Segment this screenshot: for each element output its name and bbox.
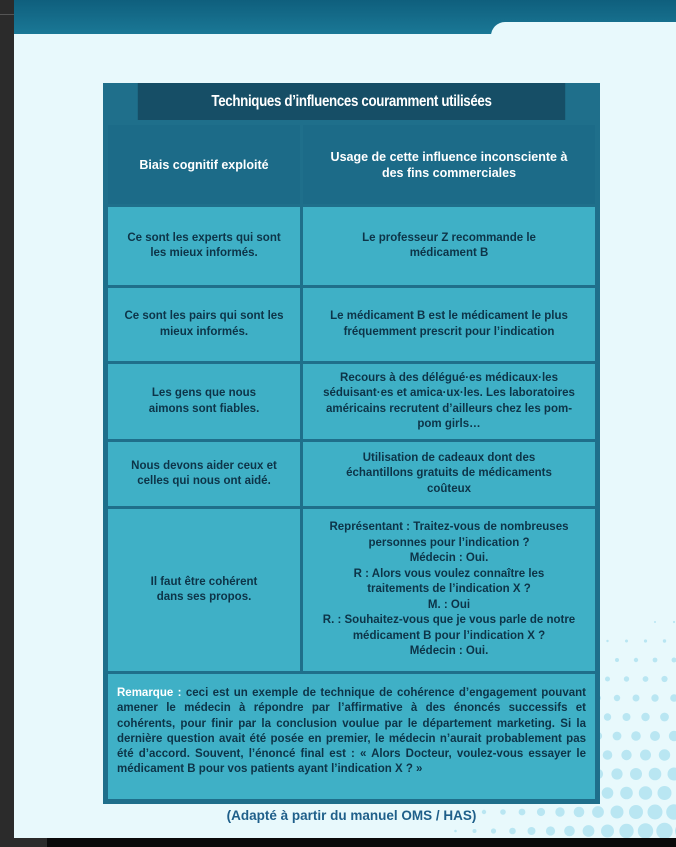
decorative-dot bbox=[639, 786, 652, 799]
decorative-dot bbox=[670, 694, 676, 702]
decorative-dot bbox=[546, 826, 555, 835]
decorative-dot bbox=[669, 731, 676, 741]
document-page bbox=[14, 0, 676, 838]
table-title: Techniques d’influences couramment utilisées bbox=[138, 83, 565, 120]
decorative-dot bbox=[604, 713, 611, 720]
decorative-dot bbox=[672, 658, 676, 663]
page-header-notch bbox=[491, 22, 676, 36]
decorative-dot bbox=[528, 827, 536, 835]
decorative-dot bbox=[660, 713, 669, 722]
decorative-dot bbox=[614, 695, 620, 701]
decorative-dot bbox=[656, 823, 672, 838]
decorative-dot bbox=[624, 676, 629, 681]
decorative-dot bbox=[663, 639, 666, 642]
decorative-dot bbox=[648, 805, 663, 820]
decorative-dot bbox=[620, 787, 633, 800]
remark-box bbox=[108, 674, 595, 799]
decorative-dot bbox=[603, 750, 613, 760]
table-row-2-bias: Ce sont les pairs qui sont les mieux informés. bbox=[108, 288, 300, 361]
dialogue-line: R : Alors vous voulez connaître les traitements de l’indication X ? bbox=[353, 567, 545, 596]
decorative-dot bbox=[454, 830, 457, 833]
dialogue-line: Médecin : Oui. bbox=[409, 645, 489, 658]
decorative-dot bbox=[611, 768, 622, 779]
decorative-dot bbox=[641, 713, 649, 721]
decorative-dot bbox=[625, 640, 628, 643]
dialogue-line: Représentant : Traitez-vous de nombreuses personnes pour l’indication ? bbox=[329, 521, 569, 549]
table-row-5-bias: Il faut être cohérent dans ses propos. bbox=[108, 509, 300, 671]
decorative-dot bbox=[623, 713, 631, 721]
decorative-dot bbox=[640, 750, 651, 761]
table-row-4-usage: Utilisation de cadeaux dont des échantillons gratuits de médicaments coûteux bbox=[303, 442, 595, 506]
table-row-1-usage: Le professeur Z recommande le médicament B bbox=[303, 207, 595, 285]
header-usage-column: Usage de cette influence inconsciente à des fins commerciales bbox=[303, 125, 595, 204]
decorative-dot bbox=[644, 639, 647, 642]
decorative-dot bbox=[638, 823, 653, 838]
decorative-dot bbox=[629, 805, 643, 819]
decorative-dot bbox=[649, 768, 662, 781]
decorative-dot bbox=[601, 825, 614, 838]
table-row-3-bias: Les gens que nous aimons sont fiables. bbox=[108, 364, 300, 439]
decorative-dot bbox=[654, 621, 656, 623]
dialogue-line: Médecin : Oui. bbox=[409, 552, 489, 565]
decorative-dot bbox=[611, 806, 624, 819]
decorative-dot bbox=[509, 828, 516, 835]
dialogue-line: M. : Oui bbox=[427, 598, 471, 611]
decorative-dot bbox=[615, 658, 619, 662]
decorative-dot bbox=[651, 694, 658, 701]
decorative-dot bbox=[630, 768, 642, 780]
decorative-dot bbox=[613, 732, 622, 741]
decorative-dot bbox=[631, 731, 641, 741]
dialogue-line: R. : Souhaitez-vous que je vous parle de notre médicament B pour l’indication X ? bbox=[322, 614, 576, 642]
decorative-dot bbox=[633, 695, 640, 702]
remark-lead: Remarque : bbox=[117, 687, 182, 699]
source-credit: (Adapté à partir du manuel OMS / HAS) bbox=[226, 808, 477, 823]
decorative-dot bbox=[668, 768, 676, 781]
decorative-dot bbox=[673, 621, 675, 623]
decorative-dot bbox=[666, 804, 676, 820]
decorative-dot bbox=[605, 677, 610, 682]
decorative-dot bbox=[634, 658, 638, 662]
decorative-dot bbox=[473, 829, 477, 833]
influence-table bbox=[103, 83, 600, 804]
decorative-dot bbox=[661, 676, 667, 682]
decorative-dot bbox=[602, 787, 614, 799]
table-row-2-usage: Le médicament B est le médicament le plus fréquemment prescrit pour l’indication bbox=[303, 288, 595, 361]
table-row-1-bias: Ce sont les experts qui sont les mieux informés. bbox=[108, 207, 300, 285]
decorative-dot bbox=[606, 640, 608, 642]
decorative-dot bbox=[653, 658, 658, 663]
decorative-dot bbox=[650, 731, 660, 741]
remark-text: ceci est un exemple de technique de cohérence d’engagement pouvant amener le médecin à répondre par l’affirmative à des énoncés successifs et cohérents, pour finir par la conclusion voulue par le département marketing. Si la dernière question avait été posée en premier, le médecin n’aurait probablement pas été d’accord. Souvent, l’énoncé final est : « Alors Docteur, voulez-vous essayer le médicament B pour vos patients ayant l’indication X ? » bbox=[117, 687, 586, 776]
decorative-dot bbox=[621, 750, 631, 760]
decorative-dot bbox=[491, 828, 496, 833]
table-row-5-usage bbox=[303, 509, 595, 671]
decorative-dot bbox=[619, 824, 633, 838]
decorative-dot bbox=[658, 786, 672, 800]
decorative-dot bbox=[659, 749, 670, 760]
decorative-dot bbox=[643, 676, 649, 682]
table-row-3-usage: Recours à des délégué·es médicaux·les séduisant·es et amica·ux·les. Les laboratoires américains recrutent d’ailleurs chez les pom-pom girls… bbox=[303, 364, 595, 439]
page-bottom-strip bbox=[47, 838, 676, 847]
decorative-dot bbox=[564, 826, 575, 837]
header-bias-column: Biais cognitif exploité bbox=[108, 125, 300, 204]
decorative-dot bbox=[583, 825, 595, 837]
table-row-4-bias: Nous devons aider ceux et celles qui nous ont aidé. bbox=[108, 442, 300, 506]
